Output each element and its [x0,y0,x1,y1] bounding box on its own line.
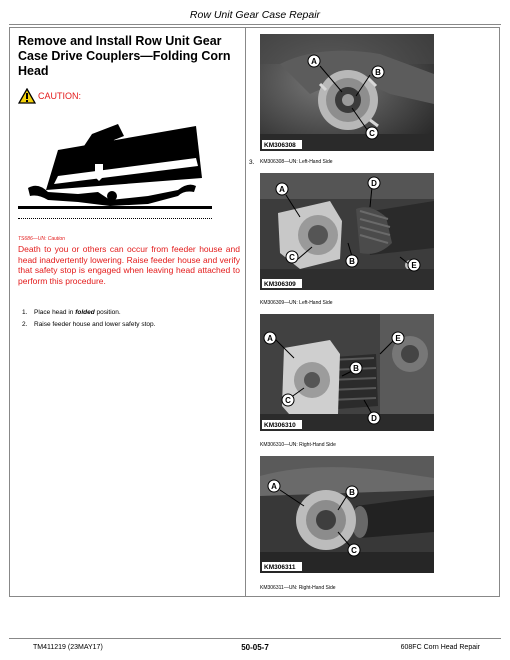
safety-art-rule [18,218,212,219]
callout-c: C [369,129,375,138]
step-item [18,319,240,331]
step-text: Raise feeder house and lower safety stop. [34,321,156,328]
step-emphasis: folded [75,309,95,316]
warning-triangle-icon [18,88,36,104]
step-item [18,307,240,319]
procedure-steps [18,307,240,331]
step-number: 2. [22,321,28,328]
callout-a: A [271,482,277,491]
photo-km306310 [260,314,434,431]
photo-km306309 [260,173,434,290]
callout-d: D [371,179,377,188]
footer-rule [9,638,501,639]
photo-caption: KM306309—UN: Left-Hand Side [260,300,333,306]
step-number-3: 3. [249,159,255,166]
photo-caption: KM306308—UN: Left-Hand Side [260,159,333,165]
column-divider [245,28,246,596]
footer-manual-title: 608FC Corn Head Repair [400,644,480,651]
photo-km306311 [260,456,434,573]
callout-c: C [285,396,291,405]
page-header-title: Row Unit Gear Case Repair [189,9,321,21]
photo-caption: KM306311—UN: Right-Hand Side [260,585,336,591]
callout-c: C [289,253,295,262]
callout-e: E [411,261,417,270]
caution-label: CAUTION: [38,91,82,101]
callout-a: A [279,185,285,194]
safety-symbol-id: TS686—UN: Caution [18,236,65,242]
photo-km306308 [260,34,434,151]
header-rule [9,24,501,25]
crushing-hazard-icon [18,118,212,214]
footer-page-number: 50-05-7 [241,643,269,652]
footer-doc-id: TM411219 (23MAY17) [33,644,103,651]
callout-b: B [349,257,355,266]
callout-b: B [353,364,359,373]
photo-id: KM306308 [264,142,296,149]
photo-id: KM306310 [264,422,296,429]
callout-a: A [267,334,273,343]
callout-c: C [351,546,357,555]
step-text: Place head in [34,309,76,316]
callout-e: E [395,334,401,343]
caution-heading [18,88,81,104]
photo-caption: KM306310—UN: Right-Hand Side [260,442,336,448]
step-number: 1. [22,309,28,316]
section-title: Remove and Install Row Unit Gear Case Drive Couplers—Folding Corn Head [18,34,231,78]
photo-id: KM306311 [264,564,296,571]
callout-b: B [349,488,355,497]
step-text-end: position. [94,309,121,316]
warning-text: Death to you or others can occur from feeder house and head inadvertently lowering. Raise feeder house and verify that safety stop is engaged when leaving head attached to perform this procedure. [18,244,240,286]
callout-b: B [375,68,381,77]
photo-id: KM306309 [264,281,296,288]
callout-d: D [371,414,377,423]
callout-a: A [311,57,317,66]
